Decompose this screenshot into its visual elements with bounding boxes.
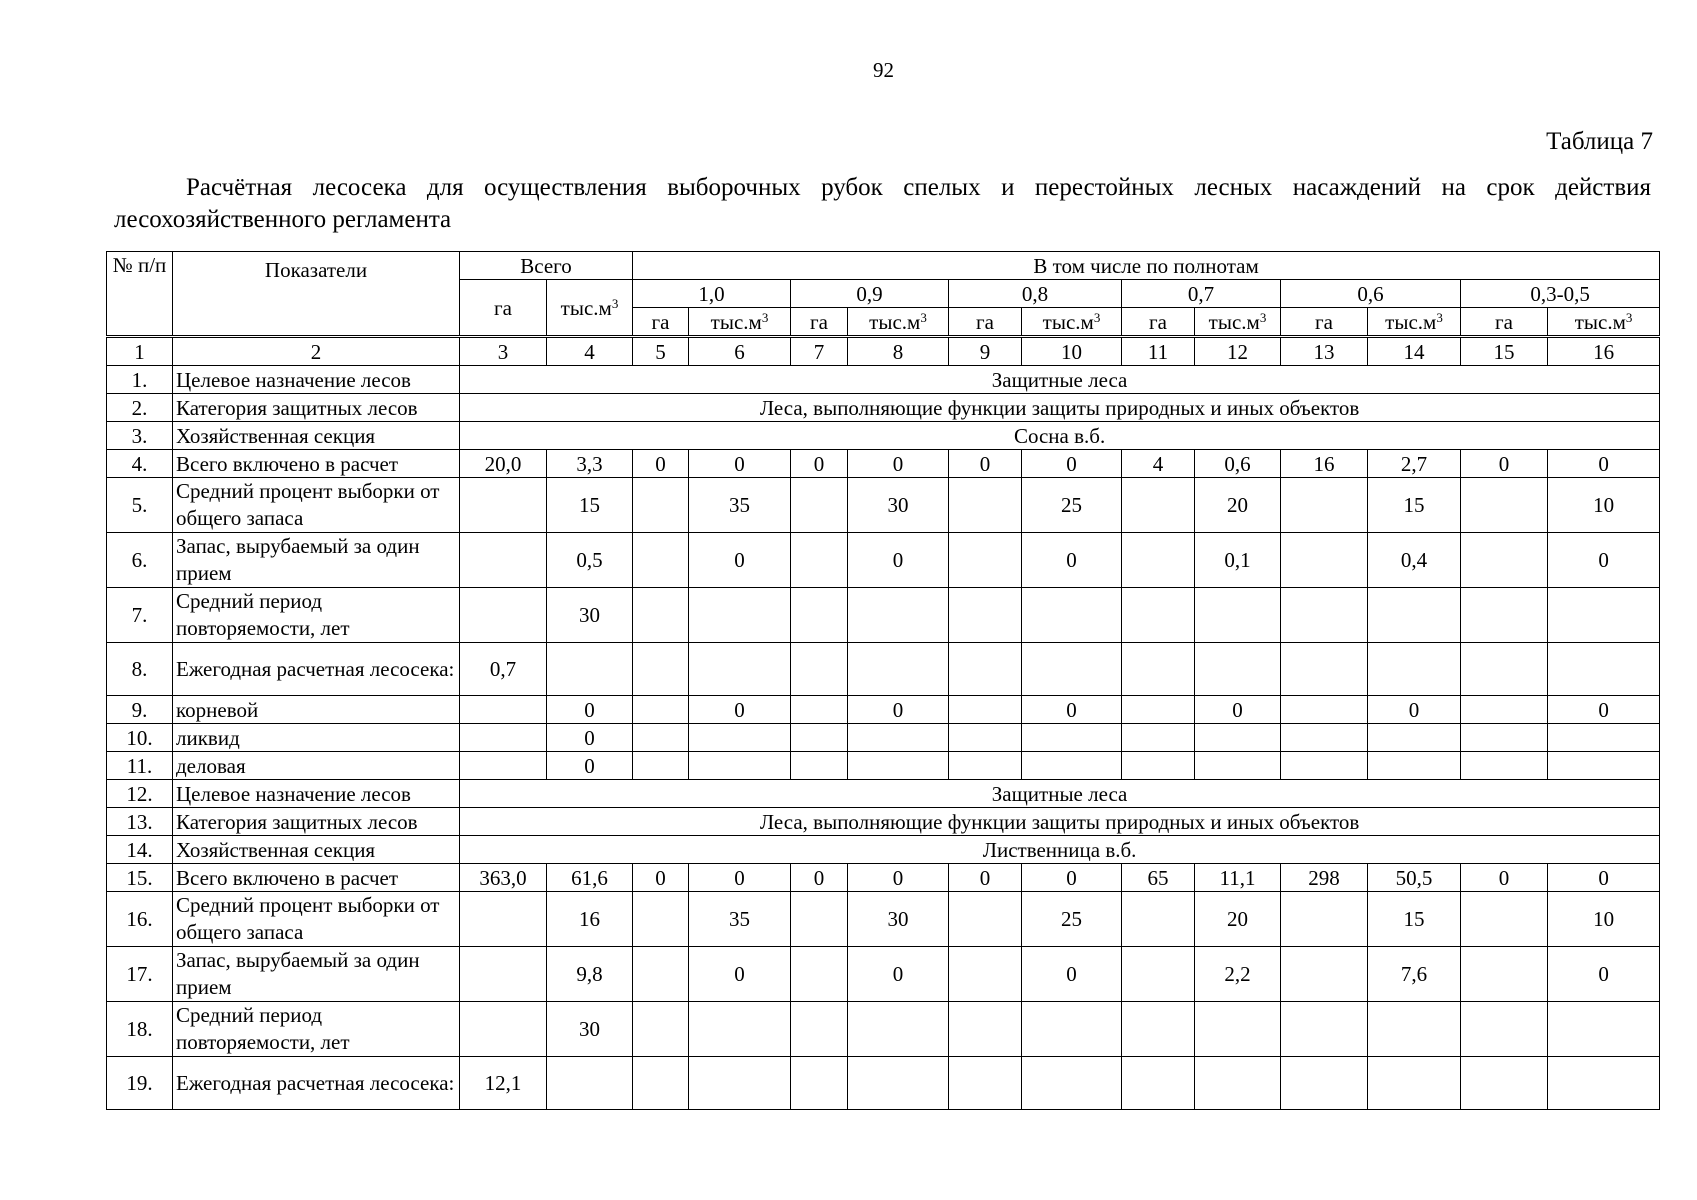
cell-value: 0 <box>689 864 791 892</box>
cell-value <box>1022 1002 1122 1057</box>
cell-value <box>1122 724 1195 752</box>
row-number: 1. <box>107 366 173 394</box>
row-label: Всего включено в расчет <box>173 450 460 478</box>
table-row <box>107 808 1660 836</box>
cell-value <box>1195 1002 1281 1057</box>
cell-value: 25 <box>1022 892 1122 947</box>
cell-value: 0 <box>1461 450 1548 478</box>
cell-value: 0 <box>949 450 1022 478</box>
cell-value: 15 <box>1368 892 1461 947</box>
header-unit-thous: $тыс.м^3$ <box>1195 308 1281 337</box>
cell-value <box>460 588 547 643</box>
cell-value <box>1281 478 1368 533</box>
cell-value <box>1461 1057 1548 1110</box>
cell-value <box>547 643 633 696</box>
cell-value: 7,6 <box>1368 947 1461 1002</box>
row-span-value: Лиственница в.б. <box>460 836 1660 864</box>
header-unit-ha: га <box>1122 308 1195 337</box>
cell-value <box>1461 588 1548 643</box>
row-span-value: Сосна в.б. <box>460 422 1660 450</box>
cell-value <box>1281 533 1368 588</box>
table-row <box>107 588 1660 643</box>
cell-value <box>1461 533 1548 588</box>
header-total-ha: га <box>460 280 547 337</box>
row-number: 5. <box>107 478 173 533</box>
cell-value: 16 <box>1281 450 1368 478</box>
cell-value <box>633 1057 689 1110</box>
cell-value <box>949 533 1022 588</box>
cell-value <box>1368 724 1461 752</box>
row-span-value: Леса, выполняющие функции защиты природных и иных объектов <box>460 808 1660 836</box>
row-span-value: Леса, выполняющие функции защиты природных и иных объектов <box>460 394 1660 422</box>
table-row <box>107 892 1660 947</box>
header-incl: В том числе по полнотам <box>633 252 1660 280</box>
column-number: 5 <box>633 337 689 366</box>
cell-value <box>1548 752 1660 780</box>
cell-value <box>633 478 689 533</box>
header-density: 0,3-0,5 <box>1461 280 1660 308</box>
cell-value: 65 <box>1122 864 1195 892</box>
column-number: 10 <box>1022 337 1122 366</box>
table-row <box>107 752 1660 780</box>
cell-value: 0,7 <box>460 643 547 696</box>
cell-value: 0 <box>547 724 633 752</box>
row-number: 11. <box>107 752 173 780</box>
cell-value: 0 <box>1022 533 1122 588</box>
row-number: 19. <box>107 1057 173 1110</box>
cell-value <box>848 1057 949 1110</box>
row-label: Хозяйственная секция <box>173 836 460 864</box>
cell-value <box>1281 892 1368 947</box>
header-unit-ha: га <box>633 308 689 337</box>
header-unit-thous: $тыс.м^3$ <box>848 308 949 337</box>
column-number: 6 <box>689 337 791 366</box>
cell-value: 0 <box>689 533 791 588</box>
cell-value <box>1122 892 1195 947</box>
cell-value <box>949 478 1022 533</box>
header-total-thous: $тыс.м^3$ <box>547 280 633 337</box>
cell-value <box>791 1057 848 1110</box>
cell-value: 0,6 <box>1195 450 1281 478</box>
cell-value: 61,6 <box>547 864 633 892</box>
cell-value <box>1195 1057 1281 1110</box>
cell-value <box>633 724 689 752</box>
cell-value <box>848 724 949 752</box>
header-num: № п/п <box>107 252 173 337</box>
cell-value: 16 <box>547 892 633 947</box>
table-row <box>107 533 1660 588</box>
column-number: 12 <box>1195 337 1281 366</box>
cell-value: 30 <box>547 1002 633 1057</box>
cell-value: 0 <box>1022 864 1122 892</box>
cell-value <box>689 588 791 643</box>
row-number: 15. <box>107 864 173 892</box>
row-label: Запас, вырубаемый за один прием <box>173 947 460 1002</box>
header-unit-ha: га <box>1281 308 1368 337</box>
cell-value <box>633 947 689 1002</box>
cell-value <box>1022 724 1122 752</box>
column-number: 4 <box>547 337 633 366</box>
cell-value <box>1281 947 1368 1002</box>
cell-value: 0 <box>1022 450 1122 478</box>
cell-value <box>1022 588 1122 643</box>
cell-value <box>1122 1002 1195 1057</box>
row-number: 10. <box>107 724 173 752</box>
cell-value <box>460 892 547 947</box>
cell-value <box>1122 752 1195 780</box>
cell-value <box>791 947 848 1002</box>
row-label: Целевое назначение лесов <box>173 366 460 394</box>
cell-value: 0 <box>547 696 633 724</box>
header-density: 1,0 <box>633 280 791 308</box>
row-label: Средний процент выборки от общего запаса <box>173 478 460 533</box>
cell-value: 12,1 <box>460 1057 547 1110</box>
cell-value: 0 <box>848 533 949 588</box>
cell-value: 50,5 <box>1368 864 1461 892</box>
cell-value <box>633 588 689 643</box>
row-number: 14. <box>107 836 173 864</box>
row-label: Всего включено в расчет <box>173 864 460 892</box>
cell-value <box>1461 947 1548 1002</box>
cell-value: 0 <box>791 450 848 478</box>
cell-value: 298 <box>1281 864 1368 892</box>
row-label: Категория защитных лесов <box>173 808 460 836</box>
cell-value <box>689 752 791 780</box>
header-density: 0,9 <box>791 280 949 308</box>
cell-value <box>1122 1057 1195 1110</box>
cell-value <box>1195 724 1281 752</box>
cell-value <box>633 696 689 724</box>
cell-value: 0 <box>1548 696 1660 724</box>
cell-value <box>460 724 547 752</box>
cell-value: 0 <box>949 864 1022 892</box>
row-number: 7. <box>107 588 173 643</box>
cell-value: 0,1 <box>1195 533 1281 588</box>
table-row <box>107 1057 1660 1110</box>
row-number: 17. <box>107 947 173 1002</box>
cell-value <box>1281 1002 1368 1057</box>
cell-value <box>1461 643 1548 696</box>
cell-value <box>1195 643 1281 696</box>
cell-value <box>1281 588 1368 643</box>
cell-value: 3,3 <box>547 450 633 478</box>
cell-value <box>949 696 1022 724</box>
row-label: Средний период повторяемости, лет <box>173 588 460 643</box>
cell-value: 30 <box>848 478 949 533</box>
cell-value <box>689 724 791 752</box>
cell-value <box>1195 588 1281 643</box>
table-row <box>107 478 1660 533</box>
row-number: 8. <box>107 643 173 696</box>
cell-value <box>633 1002 689 1057</box>
cell-value: 0 <box>1022 947 1122 1002</box>
column-number: 14 <box>1368 337 1461 366</box>
cell-value: 0 <box>848 696 949 724</box>
table-row <box>107 1002 1660 1057</box>
column-number: 2 <box>173 337 460 366</box>
cell-value <box>949 643 1022 696</box>
cell-value <box>949 1057 1022 1110</box>
cell-value: 20 <box>1195 892 1281 947</box>
header-unit-thous: $тыс.м^3$ <box>689 308 791 337</box>
row-number: 4. <box>107 450 173 478</box>
cell-value <box>460 1002 547 1057</box>
row-number: 13. <box>107 808 173 836</box>
cell-value: 0 <box>1548 864 1660 892</box>
cell-value: 0 <box>1548 450 1660 478</box>
cell-value <box>689 1057 791 1110</box>
cell-value <box>949 724 1022 752</box>
cell-value: 10 <box>1548 892 1660 947</box>
header-total: Всего <box>460 252 633 280</box>
cell-value <box>1122 533 1195 588</box>
cell-value: 0,4 <box>1368 533 1461 588</box>
cell-value <box>791 643 848 696</box>
cell-value <box>1461 478 1548 533</box>
cell-value <box>1368 752 1461 780</box>
cell-value <box>460 752 547 780</box>
cell-value: 0 <box>791 864 848 892</box>
cell-value <box>1022 1057 1122 1110</box>
row-number: 3. <box>107 422 173 450</box>
cell-value <box>1548 1002 1660 1057</box>
header-unit-ha: га <box>791 308 848 337</box>
row-label: Целевое назначение лесов <box>173 780 460 808</box>
cell-value: 0 <box>848 864 949 892</box>
cell-value <box>1548 724 1660 752</box>
cell-value <box>460 478 547 533</box>
table-row <box>107 450 1660 478</box>
column-number: 11 <box>1122 337 1195 366</box>
cell-value: 4 <box>1122 450 1195 478</box>
header-unit-thous: $тыс.м^3$ <box>1368 308 1461 337</box>
row-label: Ежегодная расчетная лесосека: <box>173 1057 460 1110</box>
cell-value <box>1461 1002 1548 1057</box>
cell-value: 0 <box>689 450 791 478</box>
cell-value <box>1461 696 1548 724</box>
table-row <box>107 724 1660 752</box>
cell-value: 20 <box>1195 478 1281 533</box>
header-indicators: Показатели <box>173 252 460 337</box>
row-label: корневой <box>173 696 460 724</box>
cell-value <box>1281 752 1368 780</box>
column-number: 9 <box>949 337 1022 366</box>
cell-value <box>1281 696 1368 724</box>
column-number: 13 <box>1281 337 1368 366</box>
cell-value: 11,1 <box>1195 864 1281 892</box>
header-density: 0,7 <box>1122 280 1281 308</box>
cell-value <box>633 533 689 588</box>
cell-value <box>1368 588 1461 643</box>
column-number: 1 <box>107 337 173 366</box>
cell-value: 30 <box>848 892 949 947</box>
cell-value <box>689 643 791 696</box>
row-label: Категория защитных лесов <box>173 394 460 422</box>
cell-value: 0 <box>1368 696 1461 724</box>
cell-value: 363,0 <box>460 864 547 892</box>
cell-value: 0,5 <box>547 533 633 588</box>
cell-value: 0 <box>547 752 633 780</box>
cell-value <box>791 533 848 588</box>
cell-value <box>1281 724 1368 752</box>
table-row <box>107 780 1660 808</box>
cell-value <box>1461 724 1548 752</box>
column-number: 3 <box>460 337 547 366</box>
cell-value <box>1122 643 1195 696</box>
row-label: Запас, вырубаемый за один прием <box>173 533 460 588</box>
header-unit-ha: га <box>949 308 1022 337</box>
cell-value: 0 <box>633 864 689 892</box>
data-table <box>106 251 1660 1110</box>
cell-value: 0 <box>1195 696 1281 724</box>
row-number: 16. <box>107 892 173 947</box>
cell-value: 15 <box>547 478 633 533</box>
cell-value <box>460 947 547 1002</box>
cell-value: 35 <box>689 892 791 947</box>
cell-value <box>1548 643 1660 696</box>
cell-value <box>848 752 949 780</box>
cell-value: 0 <box>689 696 791 724</box>
cell-value <box>1461 892 1548 947</box>
cell-value <box>791 696 848 724</box>
cell-value: 20,0 <box>460 450 547 478</box>
cell-value: 25 <box>1022 478 1122 533</box>
row-label: Средний процент выборки от общего запаса <box>173 892 460 947</box>
column-number: 16 <box>1548 337 1660 366</box>
table-row <box>107 422 1660 450</box>
cell-value <box>633 752 689 780</box>
cell-value: 9,8 <box>547 947 633 1002</box>
row-label: ликвид <box>173 724 460 752</box>
cell-value <box>949 892 1022 947</box>
cell-value <box>1122 588 1195 643</box>
row-label: Хозяйственная секция <box>173 422 460 450</box>
cell-value: 0 <box>1461 864 1548 892</box>
cell-value <box>949 947 1022 1002</box>
column-number: 7 <box>791 337 848 366</box>
cell-value <box>791 724 848 752</box>
cell-value <box>1368 1002 1461 1057</box>
table-row <box>107 643 1660 696</box>
cell-value <box>848 643 949 696</box>
row-number: 6. <box>107 533 173 588</box>
header-unit-thous: $тыс.м^3$ <box>1548 308 1660 337</box>
cell-value <box>1281 1057 1368 1110</box>
cell-value <box>1022 752 1122 780</box>
cell-value: 30 <box>547 588 633 643</box>
cell-value <box>1461 752 1548 780</box>
table-row <box>107 696 1660 724</box>
row-label: Ежегодная расчетная лесосека: <box>173 643 460 696</box>
cell-value: 0 <box>1548 947 1660 1002</box>
header-unit-thous: $тыс.м^3$ <box>1022 308 1122 337</box>
table-row <box>107 947 1660 1002</box>
column-number: 8 <box>848 337 949 366</box>
cell-value <box>791 588 848 643</box>
row-span-value: Защитные леса <box>460 780 1660 808</box>
cell-value: 0 <box>1022 696 1122 724</box>
cell-value <box>1122 947 1195 1002</box>
table-row <box>107 864 1660 892</box>
cell-value <box>460 696 547 724</box>
cell-value <box>460 533 547 588</box>
cell-value: 0 <box>1548 533 1660 588</box>
cell-value: 2,2 <box>1195 947 1281 1002</box>
cell-value <box>1195 752 1281 780</box>
table-row <box>107 366 1660 394</box>
cell-value <box>1368 1057 1461 1110</box>
row-label: деловая <box>173 752 460 780</box>
cell-value <box>791 752 848 780</box>
cell-value: 0 <box>848 450 949 478</box>
table-container <box>106 251 1659 1110</box>
cell-value <box>1548 588 1660 643</box>
cell-value <box>1022 643 1122 696</box>
cell-value: 2,7 <box>1368 450 1461 478</box>
cell-value <box>1548 1057 1660 1110</box>
table-label: Таблица 7 <box>1546 128 1653 155</box>
row-number: 9. <box>107 696 173 724</box>
cell-value <box>949 588 1022 643</box>
row-label: Средний период повторяемости, лет <box>173 1002 460 1057</box>
cell-value <box>848 588 949 643</box>
document-title: Расчётная лесосека для осуществления выборочных рубок спелых и перестойных лесных насаждений на срок действия лесохозяйственного регламента <box>114 174 1651 233</box>
header-density: 0,8 <box>949 280 1122 308</box>
cell-value <box>1281 643 1368 696</box>
table-row <box>107 394 1660 422</box>
cell-value <box>1122 478 1195 533</box>
header-unit-ha: га <box>1461 308 1548 337</box>
table-row <box>107 836 1660 864</box>
cell-value: 15 <box>1368 478 1461 533</box>
cell-value: 35 <box>689 478 791 533</box>
row-number: 2. <box>107 394 173 422</box>
cell-value <box>633 643 689 696</box>
cell-value <box>949 1002 1022 1057</box>
cell-value <box>791 1002 848 1057</box>
cell-value: 0 <box>848 947 949 1002</box>
cell-value <box>1122 696 1195 724</box>
cell-value: 10 <box>1548 478 1660 533</box>
row-span-value: Защитные леса <box>460 366 1660 394</box>
cell-value <box>1368 643 1461 696</box>
cell-value <box>633 892 689 947</box>
page-number: 92 <box>873 58 894 82</box>
cell-value <box>791 892 848 947</box>
cell-value: 0 <box>633 450 689 478</box>
column-number: 15 <box>1461 337 1548 366</box>
row-number: 18. <box>107 1002 173 1057</box>
cell-value <box>689 1002 791 1057</box>
row-number: 12. <box>107 780 173 808</box>
cell-value <box>791 478 848 533</box>
cell-value <box>949 752 1022 780</box>
cell-value: 0 <box>689 947 791 1002</box>
header-density: 0,6 <box>1281 280 1461 308</box>
cell-value <box>547 1057 633 1110</box>
cell-value <box>848 1002 949 1057</box>
